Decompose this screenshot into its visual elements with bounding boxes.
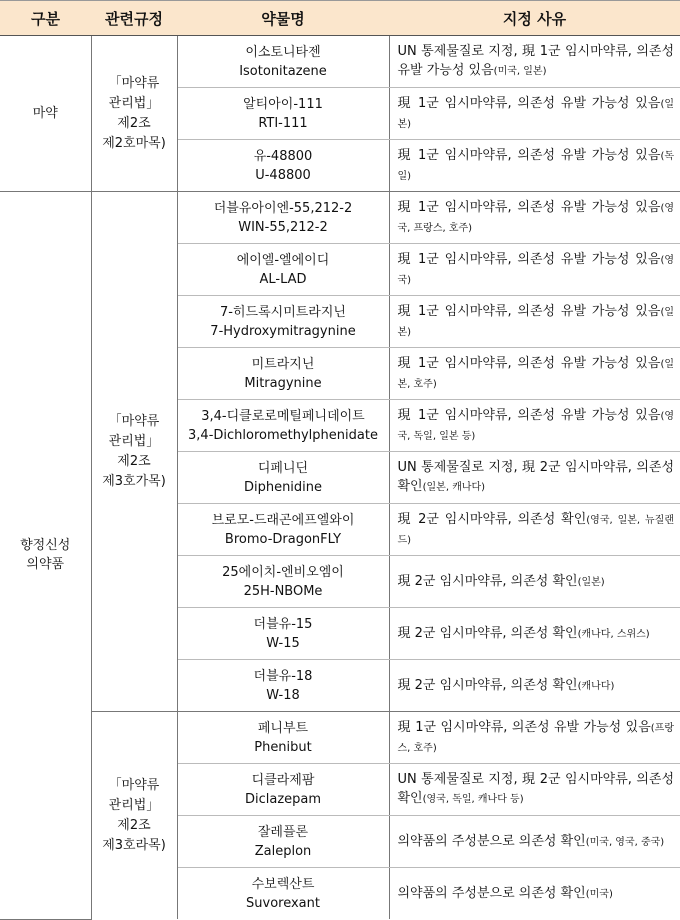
drug-name-cell [177,764,389,816]
drug-name-cell [177,400,389,452]
regulation-cell [91,712,177,920]
table-body [0,36,680,920]
drug-name-cell [177,816,389,868]
reason-countries: (일본) [577,576,605,588]
regulation-cell [91,192,177,712]
drug-korean-name: 3,4-디클로로메틸페니데이트 [201,408,365,424]
reason-countries: (영국, 프랑스, 호주) [397,202,674,234]
reason-cell [389,712,680,764]
reason-countries: (영국, 독일, 일본 등) [397,410,674,442]
category-label: 의약품 [26,557,65,573]
drug-english-name: Mitragynine [244,375,322,391]
reason-countries: (미국, 일본) [493,66,547,77]
drug-name-cell [177,244,389,296]
reason-countries: (일본, 호주) [397,358,674,390]
reason-countries: (미국, 영국, 중국) [585,836,665,848]
reason-countries: (캐나다) [577,680,615,692]
drug-english-name: Diclazepam [244,791,322,807]
drug-korean-name: 더블유아이엔-55,212-2 [213,200,353,216]
reason-text: 의약품의 주성분으로 의존성 확인 [397,833,586,849]
drug-name-cell [177,556,389,608]
drug-korean-name: 수보렉산트 [251,876,315,892]
table-row [0,36,680,88]
drug-korean-name: 더블유-18 [253,668,313,684]
reason-text: 現 1군 임시마약류, 의존성 유발 가능성 있음 [397,355,661,371]
drug-name-cell [177,660,389,712]
reason-text: 現 2군 임시마약류, 의존성 확인 [397,573,578,589]
regulation-cell [91,36,177,192]
drug-name-cell [177,140,389,192]
drug-korean-name: 7-히드록시미트라지닌 [220,304,346,320]
reason-text: UN 통제물질로 지정, 現 2군 임시마약류, 의존성 확인 [397,460,674,494]
drug-english-name: WIN-55,212-2 [238,219,328,235]
reason-text: 現 1군 임시마약류, 의존성 유발 가능성 있음 [397,719,651,735]
category-cell [0,36,91,192]
regulation-line: 제3호가목) [102,473,166,489]
header-drug: 약물명 [177,1,389,36]
table-header-row [0,1,680,36]
regulation-line: 관리법」 [108,797,160,813]
drug-name-cell [177,36,389,88]
drug-korean-name: 알티아이-111 [243,96,323,112]
regulation-line: 「마약류 [108,413,160,429]
reason-cell [389,36,680,88]
reason-cell [389,764,680,816]
reason-cell [389,452,680,504]
reason-text: 現 1군 임시마약류, 의존성 유발 가능성 있음 [397,199,661,215]
reason-cell [389,504,680,556]
reason-cell [389,608,680,660]
drug-name-cell [177,192,389,244]
reason-cell [389,244,680,296]
reason-text: 現 1군 임시마약류, 의존성 유발 가능성 있음 [397,147,661,163]
reason-text: 現 2군 임시마약류, 의존성 확인 [397,511,587,527]
drug-english-name: 25H-NBOMe [243,583,323,599]
reason-text: 現 1군 임시마약류, 의존성 유발 가능성 있음 [397,303,661,319]
drug-english-name: Zaleplon [254,843,312,859]
reason-cell [389,868,680,920]
header-reason: 지정 사유 [389,1,680,36]
regulation-line: 관리법」 [108,95,160,111]
drug-english-name: U-48800 [255,167,311,183]
reason-text: 現 1군 임시마약류, 의존성 유발 가능성 있음 [397,407,661,423]
reason-text: 現 1군 임시마약류, 의존성 유발 가능성 있음 [397,95,661,111]
reason-text: UN 통제물질로 지정, 現 1군 임시마약류, 의존성 유발 가능성 있음 [397,44,674,78]
reason-countries: (일본, 캐나다) [422,482,486,493]
drug-korean-name: 잘레플론 [257,824,309,840]
reason-text: UN 통제물질로 지정, 現 2군 임시마약류, 의존성 확인 [397,772,674,806]
reason-countries: (미국) [585,888,613,900]
reason-countries: (일본) [397,98,674,130]
drug-name-cell [177,608,389,660]
drug-korean-name: 브로모-드래곤에프엘와이 [211,512,355,528]
drug-name-cell [177,88,389,140]
drug-korean-name: 디클라제팜 [251,772,315,788]
drug-name-cell [177,868,389,920]
drug-english-name: Suvorexant [246,895,320,911]
table-row [0,712,680,764]
reason-cell [389,400,680,452]
header-regulation: 관련규정 [91,1,177,36]
reason-cell [389,140,680,192]
regulation-line: 제2조 [117,453,151,469]
reason-cell [389,88,680,140]
reason-text: 現 2군 임시마약류, 의존성 확인 [397,677,578,693]
reason-text: 의약품의 주성분으로 의존성 확인 [397,885,586,901]
category-cell [0,192,91,920]
drug-english-name: 3,4-Dichloromethylphenidate [188,427,378,443]
drug-english-name: Phenibut [254,739,312,755]
reason-text: 現 1군 임시마약류, 의존성 유발 가능성 있음 [397,251,661,267]
reason-cell [389,296,680,348]
drug-english-name: RTI-111 [258,115,308,131]
reason-countries: (프랑스, 호주) [397,722,674,754]
category-label: 마약 [32,106,58,121]
drug-korean-name: 미트라지닌 [251,356,315,372]
drug-english-name: W-15 [266,635,300,651]
reason-countries: (영국, 일본, 뉴질랜드) [397,514,674,546]
reason-countries: (캐나다, 스위스) [577,628,650,640]
reason-cell [389,192,680,244]
drug-name-cell [177,504,389,556]
drug-korean-name: 에이엘-엘에이디 [236,252,330,268]
reason-cell [389,660,680,712]
drug-english-name: AL-LAD [259,271,307,287]
reason-countries: (독일) [397,150,674,182]
table-row [0,192,680,244]
drug-korean-name: 디페니딘 [257,460,309,476]
regulation-line: 「마약류 [108,75,160,91]
drug-english-name: Isotonitazene [239,63,327,79]
regulation-line: 제2호마목) [102,135,166,151]
reason-countries: (일본) [397,306,674,338]
drug-korean-name: 페니부트 [257,720,309,736]
drug-english-name: 7-Hydroxymitragynine [210,323,356,339]
reason-countries: (영국, 독일, 캐나다 등) [422,794,524,805]
drug-english-name: W-18 [266,687,300,703]
regulation-line: 「마약류 [108,777,160,793]
drug-name-cell [177,348,389,400]
reason-cell [389,816,680,868]
reason-text: 現 2군 임시마약류, 의존성 확인 [397,625,578,641]
drug-korean-name: 더블유-15 [253,616,313,632]
reason-countries: (영국) [397,254,674,286]
drug-korean-name: 25에이치-엔비오엠이 [222,564,344,580]
reason-cell [389,348,680,400]
reason-cell [389,556,680,608]
regulation-line: 관리법」 [108,433,160,449]
drug-korean-name: 이소토니타젠 [245,44,321,60]
drug-english-name: Bromo-DragonFLY [224,531,342,547]
regulation-line: 제2조 [117,817,151,833]
drug-korean-name: 유-48800 [253,148,313,164]
category-label: 향정신성 [20,538,71,554]
regulation-line: 제2조 [117,115,151,131]
drug-name-cell [177,452,389,504]
drug-english-name: Diphenidine [243,479,323,495]
drug-name-cell [177,712,389,764]
drug-name-cell [177,296,389,348]
regulation-line: 제3호라목) [102,837,166,853]
header-category: 구분 [0,1,91,36]
